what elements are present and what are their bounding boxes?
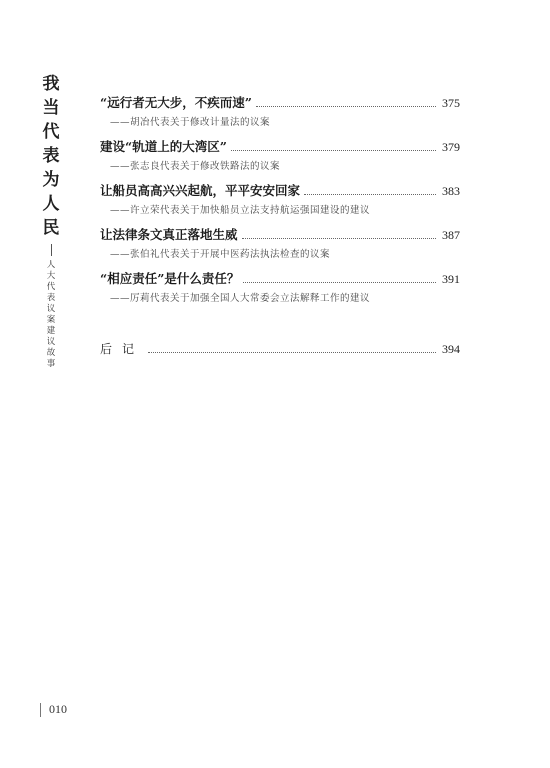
book-title-char: 代	[42, 122, 60, 142]
book-subtitle-char: 事	[46, 359, 56, 369]
dot-leader	[243, 282, 436, 283]
book-subtitle-char: 表	[46, 293, 56, 303]
toc-entry-subtitle: ——厉莉代表关于加强全国人大常委会立法解释工作的建议	[110, 293, 371, 304]
footer-rule	[40, 703, 41, 717]
book-title-char: 表	[42, 146, 60, 166]
book-title-char: 当	[42, 98, 60, 118]
book-subtitle-char: 大	[46, 271, 56, 281]
toc-page-number: 375	[442, 96, 460, 110]
dot-leader	[231, 150, 436, 151]
book-title-char: 我	[42, 74, 60, 94]
toc-entry-title: 让船员高高兴兴起航，平平安安回家	[100, 183, 301, 198]
book-title-char: 为	[42, 170, 60, 190]
toc-entry[interactable]	[100, 226, 460, 270]
title-divider	[51, 244, 52, 256]
toc-entry-subtitle: ——胡冶代表关于修改计量法的议案	[110, 117, 271, 128]
toc-entry[interactable]	[100, 138, 460, 182]
dot-leader	[242, 238, 436, 239]
book-subtitle-char: 代	[46, 282, 56, 292]
book-subtitle-char: 案	[46, 315, 56, 325]
page-number: 010	[49, 702, 67, 716]
book-subtitle-char: 议	[46, 304, 56, 314]
book-title-char: 民	[42, 218, 60, 238]
book-subtitle-char: 建	[46, 326, 56, 336]
toc-page-number: 391	[442, 272, 460, 286]
afterword-title: 后记	[100, 342, 145, 356]
book-subtitle-char: 故	[46, 348, 56, 358]
book-subtitle-char: 议	[46, 337, 56, 347]
toc-page-number: 383	[442, 184, 460, 198]
toc-entry-subtitle: ——张伯礼代表关于开展中医药法执法检查的议案	[110, 249, 331, 260]
toc-afterword[interactable]	[100, 340, 460, 358]
toc-page-number: 379	[442, 140, 460, 154]
afterword-page-number: 394	[442, 342, 460, 356]
toc-entry-title: 让法律条文真正落地生威	[100, 227, 238, 242]
toc-entry-subtitle: ——张志良代表关于修改铁路法的议案	[110, 161, 281, 172]
toc-entry[interactable]	[100, 270, 460, 314]
toc-entry-title: “相应责任”是什么责任？	[100, 271, 240, 286]
table-of-contents	[100, 94, 460, 314]
toc-entry[interactable]	[100, 182, 460, 226]
toc-page-number: 387	[442, 228, 460, 242]
dot-leader	[256, 106, 436, 107]
toc-entry[interactable]	[100, 94, 460, 138]
toc-entry-title: “远行者无大步，不疾而速”	[100, 95, 252, 110]
toc-entry-subtitle: ——许立荣代表关于加快船员立法支持航运强国建设的建议	[110, 205, 371, 216]
toc-entry-title: 建设“轨道上的大湾区”	[100, 139, 227, 154]
dot-leader	[148, 352, 436, 353]
dot-leader	[304, 194, 436, 195]
book-title-char: 人	[42, 194, 60, 214]
book-title-vertical	[38, 72, 64, 370]
page-footer	[40, 702, 67, 717]
book-subtitle-char: 人	[46, 260, 56, 270]
